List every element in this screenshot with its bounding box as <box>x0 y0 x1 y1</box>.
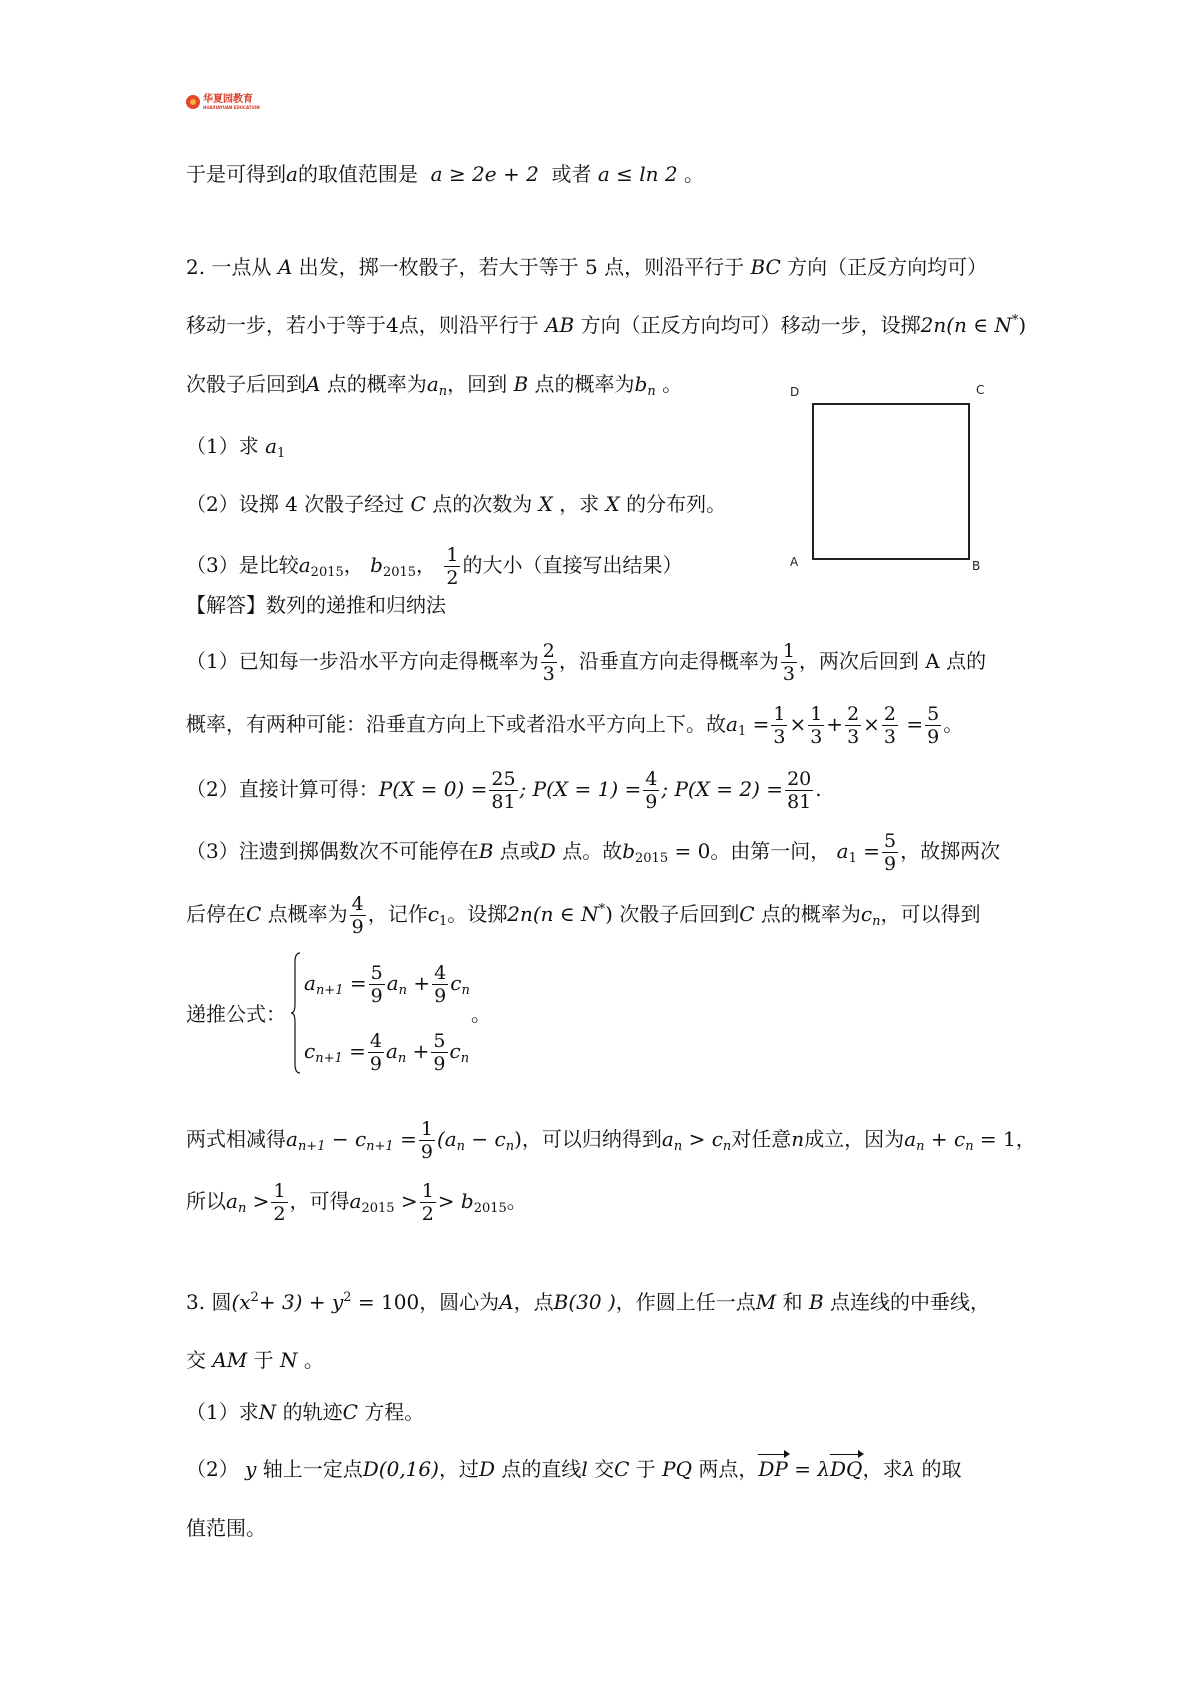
text: 点或 <box>499 839 540 863</box>
answer-diff-line <box>186 1118 1036 1163</box>
text: ， <box>343 553 364 577</box>
var: c <box>427 902 439 926</box>
denominator: 3 <box>782 663 795 685</box>
q3-sub-2 <box>186 1457 962 1481</box>
var: c <box>953 1127 966 1151</box>
text: 方向（正反方向均可）移动一步，设掷 <box>580 313 921 337</box>
fraction <box>350 893 366 938</box>
sub: 2015 <box>310 565 344 580</box>
fraction <box>271 1180 287 1225</box>
sub: n+1 <box>366 1139 394 1154</box>
text: 和 <box>782 1290 803 1314</box>
vertex-label-d: D <box>790 385 800 399</box>
vector-dp: DP <box>758 1457 788 1481</box>
var: a <box>226 1189 238 1213</box>
var: C <box>246 902 262 926</box>
numerator: 1 <box>420 1118 433 1140</box>
numerator: 4 <box>645 768 658 790</box>
op: = <box>906 712 924 736</box>
math: − c <box>471 1127 506 1151</box>
numerator: 2 <box>847 703 860 725</box>
sub: 1 <box>277 446 286 461</box>
fraction <box>785 768 813 813</box>
text: ，故掷两次 <box>900 839 1001 863</box>
var: N <box>258 1400 277 1424</box>
text: 两点， <box>698 1457 759 1481</box>
var: a <box>286 162 298 186</box>
op: > <box>400 1189 418 1213</box>
fraction <box>368 1030 384 1075</box>
math: + 3) + y <box>258 1290 344 1314</box>
q2-line-3 <box>186 372 683 399</box>
text: ，两次后回到 A 点的 <box>798 649 987 673</box>
var: l <box>581 1457 588 1481</box>
text: 交 <box>594 1457 615 1481</box>
numerator: 5 <box>433 1030 446 1052</box>
var: BC <box>750 255 781 279</box>
fraction <box>489 768 517 813</box>
sub: n <box>673 1139 683 1154</box>
fraction <box>369 962 385 1007</box>
denominator: 3 <box>773 726 786 748</box>
logo-mark-icon <box>186 95 200 109</box>
text: 轴上一定点 <box>262 1457 363 1481</box>
sub: n <box>965 1139 974 1154</box>
para-range-conclusion <box>186 162 704 186</box>
q2-sub-2 <box>186 492 726 516</box>
text: 。 <box>506 1189 527 1213</box>
numerator: 1 <box>782 640 795 662</box>
numerator: 1 <box>421 1180 434 1202</box>
vertex-label-c: C <box>976 383 985 397</box>
math: > b <box>437 1189 474 1213</box>
text: ) <box>605 902 613 926</box>
denominator: 81 <box>787 791 812 813</box>
var: PQ <box>662 1457 692 1481</box>
sub: n <box>647 384 656 399</box>
var: a <box>426 372 439 396</box>
sub: n <box>438 384 448 399</box>
text: 的大小（直接写出结果） <box>462 553 683 577</box>
var: c <box>304 1039 316 1063</box>
var: y <box>245 1457 257 1481</box>
text: ， <box>416 553 437 577</box>
sub: 2015 <box>635 851 669 866</box>
sub: n+1 <box>315 983 344 998</box>
var: a <box>836 839 849 863</box>
text: （2） <box>186 1457 239 1481</box>
var: c <box>711 1127 723 1151</box>
denominator: 9 <box>351 916 364 938</box>
text: 。设掷 <box>447 902 508 926</box>
denominator: 2 <box>421 1203 434 1225</box>
q2-sub-3 <box>186 544 682 589</box>
math: D(0,16) <box>362 1457 439 1481</box>
op: = <box>400 1127 417 1151</box>
denominator: 9 <box>927 726 940 748</box>
square <box>812 403 970 560</box>
sub: n <box>237 1201 247 1216</box>
var: a <box>386 971 399 995</box>
text: ，可以得到 <box>880 902 981 926</box>
text: 所以 <box>186 1189 226 1213</box>
q2-sub-1 <box>186 434 286 461</box>
recurrence-eq-1 <box>304 962 470 1007</box>
text: ，作圆上任一点 <box>615 1290 756 1314</box>
sup: 2 <box>250 1290 259 1305</box>
denominator: 9 <box>420 1141 433 1163</box>
vector-dq: DQ <box>830 1457 863 1481</box>
q3-line-2 <box>186 1348 324 1372</box>
var: a <box>661 1127 674 1151</box>
text: 2. 一点从 <box>186 255 272 279</box>
fraction <box>541 640 557 685</box>
text: 成立，因为 <box>804 1127 905 1151</box>
answer-2 <box>186 768 822 813</box>
text: （2）直接计算可得： <box>186 777 379 801</box>
text: 点的概率为 <box>534 372 635 396</box>
var: M <box>755 1290 777 1314</box>
text: （1）已知每一步沿水平方向走得概率为 <box>186 649 539 673</box>
sub: n <box>872 914 881 929</box>
var: b <box>370 553 383 577</box>
math: ) <box>514 1127 522 1151</box>
fraction <box>808 703 824 748</box>
math: ; P(X = 1) = <box>519 777 642 801</box>
text: ，沿垂直方向走得概率为 <box>558 649 779 673</box>
text: 。 <box>943 712 964 736</box>
text: 对任意 <box>731 1127 792 1151</box>
var: b <box>622 839 636 863</box>
denominator: 9 <box>645 791 658 813</box>
sup: 2 <box>343 1290 352 1305</box>
square-diagram <box>790 383 985 580</box>
text: 的轨迹 <box>282 1400 343 1424</box>
q3-line-1 <box>186 1290 990 1314</box>
op: − <box>331 1127 349 1151</box>
sub: n <box>722 1139 732 1154</box>
text: 。 <box>684 162 705 186</box>
var: c <box>450 971 462 995</box>
var: a <box>349 1189 362 1213</box>
text: 概率，有两种可能：沿垂直方向上下或者沿水平方向上下。故 <box>186 712 726 736</box>
numerator: 2 <box>542 640 555 662</box>
text: 。由第一问， <box>710 839 831 863</box>
var: X <box>538 492 553 516</box>
fraction <box>419 1118 435 1163</box>
text: ，回到 <box>447 372 508 396</box>
var: A <box>499 1290 514 1314</box>
text: 于 <box>253 1348 274 1372</box>
numerator: 1 <box>273 1180 286 1202</box>
sub: n+1 <box>297 1139 326 1154</box>
sub: n+1 <box>315 1051 343 1066</box>
math: ; P(X = 2) = <box>661 777 784 801</box>
answer-1-line-1 <box>186 640 986 685</box>
sub: 1 <box>848 851 857 866</box>
op: + <box>412 1039 430 1063</box>
text: 或者 <box>551 162 592 186</box>
op: = <box>349 971 367 995</box>
answer-3-line-2 <box>186 893 980 938</box>
answer-1-line-2 <box>186 703 963 748</box>
var: X <box>605 492 620 516</box>
math: = 1 <box>979 1127 1016 1151</box>
math: B(30 ) <box>553 1290 616 1314</box>
denominator: 2 <box>446 567 459 589</box>
var: D <box>539 839 556 863</box>
op: > <box>688 1127 706 1151</box>
var: b <box>634 372 648 396</box>
text: （1）求 <box>186 1400 259 1424</box>
text: 于是可得到 <box>186 162 286 186</box>
math: (a <box>436 1127 457 1151</box>
text: 交 <box>186 1348 206 1372</box>
var: c <box>860 902 873 926</box>
text: ，求 <box>862 1457 903 1481</box>
text: 出发，掷一枚骰子，若大于等于 5 点，则沿平行于 <box>298 255 745 279</box>
var: A <box>306 372 321 396</box>
op: = <box>349 1039 366 1063</box>
logo <box>186 93 266 111</box>
math: a ≥ 2e + 2 <box>430 162 539 186</box>
fraction <box>420 1180 436 1225</box>
q2-line-2 <box>186 313 1026 337</box>
numerator: 4 <box>434 962 447 984</box>
var: c <box>354 1127 367 1151</box>
var: a <box>298 553 311 577</box>
op: × <box>789 712 807 736</box>
recurrence-eq-2 <box>304 1030 469 1075</box>
text: ) <box>1018 313 1027 337</box>
math: = λ <box>794 1457 831 1481</box>
denominator: 9 <box>434 985 447 1007</box>
var: a <box>904 1127 917 1151</box>
denominator: 9 <box>884 853 897 875</box>
var: AB <box>545 313 575 337</box>
text: 于 <box>635 1457 656 1481</box>
text: 的取 <box>921 1457 962 1481</box>
op: = <box>863 839 881 863</box>
math: a ≤ ln 2 <box>597 162 678 186</box>
denominator: 9 <box>370 985 383 1007</box>
numerator: 5 <box>370 962 383 984</box>
text: ，求 <box>559 492 600 516</box>
fraction <box>444 544 460 589</box>
denominator: 3 <box>847 726 860 748</box>
text: （3）注遗到掷偶数次不可能停在 <box>186 839 479 863</box>
fraction <box>781 640 797 685</box>
numerator: 25 <box>491 768 516 790</box>
sub: 1 <box>737 724 747 739</box>
numerator: 4 <box>351 893 364 915</box>
var: AM <box>212 1348 248 1372</box>
var: C <box>410 492 426 516</box>
fraction <box>432 962 448 1007</box>
text: . <box>815 777 822 801</box>
text: ，过 <box>438 1457 479 1481</box>
numerator: 2 <box>883 703 897 725</box>
text: 点的直线 <box>501 1457 582 1481</box>
recurrence-label: 递推公式： <box>186 1002 286 1026</box>
var: a <box>304 971 316 995</box>
sub: n <box>460 1051 470 1066</box>
math: = 100 <box>357 1290 420 1314</box>
sup: * <box>598 902 606 917</box>
var: a <box>265 434 278 458</box>
fraction <box>882 703 898 748</box>
sub: n <box>916 1139 925 1154</box>
sub: n <box>398 983 408 998</box>
text: ， <box>1015 1127 1036 1151</box>
q2-line-1 <box>186 255 987 279</box>
numerator: 4 <box>369 1030 382 1052</box>
var: λ <box>902 1457 916 1481</box>
var: B <box>808 1290 824 1314</box>
op: × <box>863 712 880 736</box>
fraction <box>771 703 787 748</box>
text: （3）是比较 <box>186 553 299 577</box>
vertex-label-b: B <box>972 559 981 573</box>
var: N <box>280 1348 298 1372</box>
var: B <box>513 372 529 396</box>
logo-title: 华夏园教育 <box>203 93 253 105</box>
op: + <box>413 971 431 995</box>
recurrence-system <box>186 948 586 1078</box>
fraction <box>882 830 898 875</box>
sub: n <box>461 983 470 998</box>
answer-3-line-1 <box>186 830 1000 875</box>
var: a <box>385 1039 398 1063</box>
q3-sub-1 <box>186 1400 424 1424</box>
text: 点的概率为 <box>326 372 427 396</box>
left-brace-icon <box>291 952 301 1074</box>
answer-header: 【解答】数列的递推和归纳法 <box>186 593 446 617</box>
text: 点的次数为 <box>432 492 533 516</box>
math: 2n(n ∈ N <box>507 902 599 926</box>
fraction <box>925 703 941 748</box>
var: A <box>277 255 293 279</box>
denominator: 2 <box>273 1203 286 1225</box>
text: ，可以归纳得到 <box>521 1127 662 1151</box>
sub: 2015 <box>473 1201 507 1216</box>
math: P(X = 0) = <box>378 777 488 801</box>
op: + <box>826 712 844 736</box>
denominator: 9 <box>433 1053 446 1075</box>
logo-text <box>203 95 260 110</box>
text: （2）设掷 4 次骰子经过 <box>186 492 405 516</box>
text: （1）求 <box>186 434 259 458</box>
text: ，点 <box>513 1290 554 1314</box>
math: (x <box>231 1290 251 1314</box>
logo-subtitle: HUAXIAYUAN EDUCATION <box>203 104 260 110</box>
text: 。 <box>662 372 683 396</box>
answer-conclusion <box>186 1180 527 1225</box>
denominator: 3 <box>810 726 823 748</box>
var: C <box>342 1400 358 1424</box>
var: B <box>478 839 494 863</box>
text: ，圆心为 <box>419 1290 500 1314</box>
var: C <box>614 1457 630 1481</box>
math: = 0 <box>674 839 711 863</box>
fraction <box>845 703 861 748</box>
vertex-label-a: A <box>790 555 799 569</box>
text: 的取值范围是 <box>297 162 418 186</box>
recurrence-end: 。 <box>471 1002 491 1026</box>
math: 2n(n ∈ N <box>920 313 1012 337</box>
text: 点的概率为 <box>760 902 861 926</box>
text: 次骰子后回到 <box>186 372 306 396</box>
sub: 1 <box>438 914 448 929</box>
var: n <box>791 1127 805 1151</box>
numerator: 20 <box>787 768 812 790</box>
op: + <box>930 1127 948 1151</box>
op: = <box>752 712 770 736</box>
text: 的分布列。 <box>626 492 727 516</box>
sub: 2015 <box>382 565 417 580</box>
sub: n <box>456 1139 466 1154</box>
numerator: 5 <box>927 703 940 725</box>
denominator: 3 <box>542 663 555 685</box>
fraction <box>431 1030 447 1075</box>
denominator: 9 <box>369 1053 382 1075</box>
op: > <box>252 1189 270 1213</box>
sup: * <box>1011 313 1019 328</box>
var: C <box>739 902 755 926</box>
text: 3. 圆 <box>186 1290 232 1314</box>
fraction <box>643 768 659 813</box>
numerator: 5 <box>884 830 897 852</box>
text: 点概率为 <box>267 902 348 926</box>
text: 。 <box>303 1348 324 1372</box>
numerator: 1 <box>773 703 786 725</box>
text: ，记作 <box>367 902 428 926</box>
var: c <box>449 1039 461 1063</box>
denominator: 81 <box>491 791 516 813</box>
text: ，可得 <box>289 1189 350 1213</box>
var: D <box>478 1457 495 1481</box>
denominator: 3 <box>883 726 897 748</box>
text: 次骰子后回到 <box>619 902 740 926</box>
numerator: 1 <box>446 544 459 566</box>
text: 后停在 <box>186 902 246 926</box>
text: 两式相减得 <box>186 1127 286 1151</box>
text: 方程。 <box>364 1400 425 1424</box>
sub: n <box>505 1139 515 1154</box>
numerator: 1 <box>810 703 823 725</box>
text: 点。故 <box>562 839 623 863</box>
sub: n <box>397 1051 407 1066</box>
text: 点连线的中垂线， <box>830 1290 991 1314</box>
sub: 2015 <box>361 1201 395 1216</box>
q3-line-last: 值范围。 <box>186 1516 266 1540</box>
var: a <box>286 1127 298 1151</box>
var: a <box>726 712 738 736</box>
text: 移动一步，若小于等于4点，则沿平行于 <box>186 313 539 337</box>
text: 方向（正反方向均可） <box>787 255 988 279</box>
